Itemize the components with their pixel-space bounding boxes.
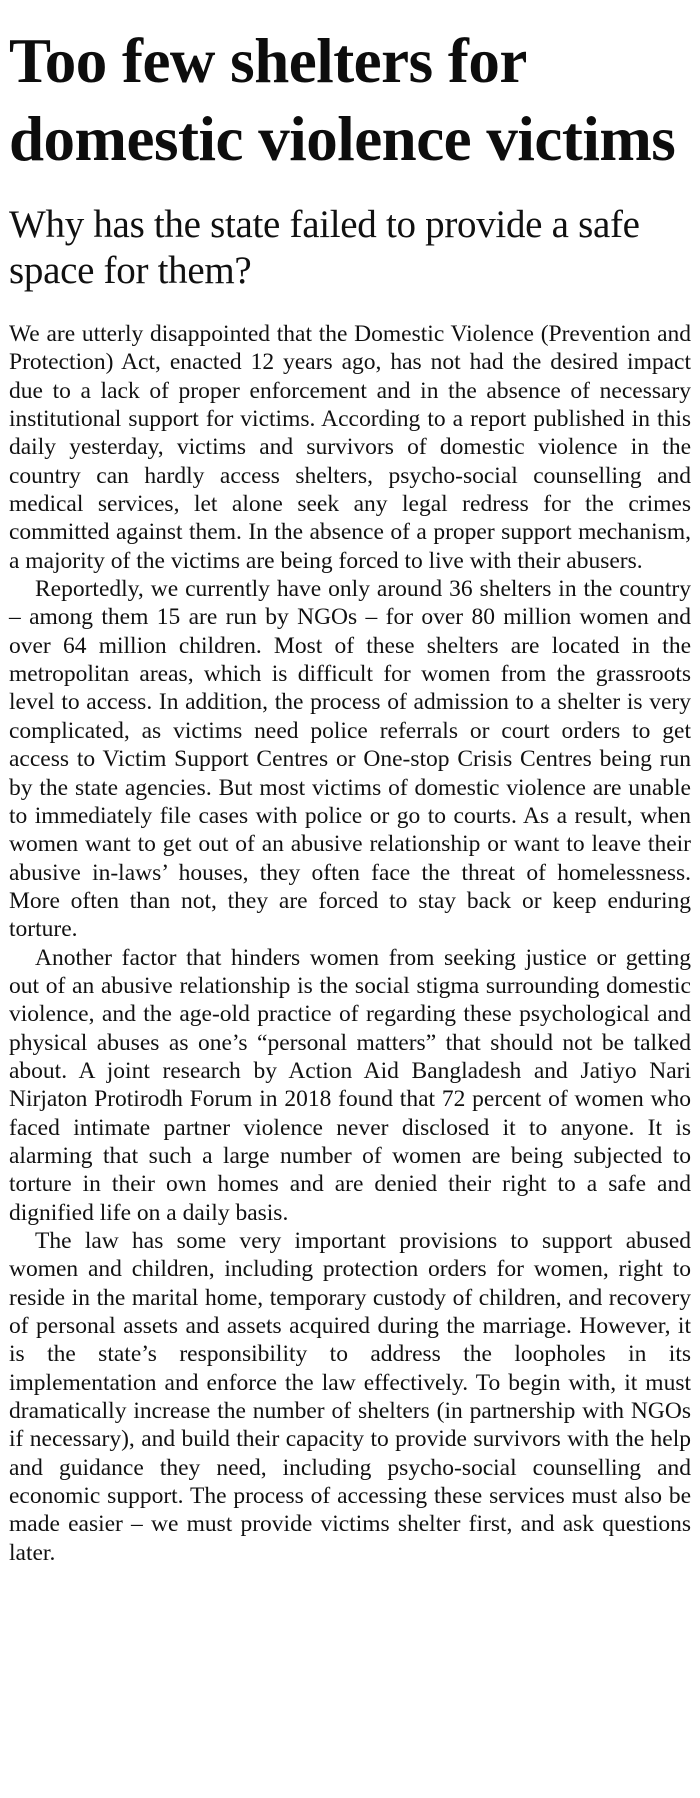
article-body xyxy=(9,320,691,1567)
article-subheadline: Why has the state failed to provide a safe space for them? xyxy=(9,203,640,292)
paragraph-4: The law has some very important provisions to support abused women and children, including protection orders for women, right to reside in the marital home, temporary custody of children, and recovery of personal assets and assets acquired during the marriage. However, it is the state’s responsibility to address the loopholes in its implementation and enforce the law effectively. To begin with, it must dramatically increase the number of shelters (in partnership with NGOs if necessary), and build their capacity to provide survivors with the help and guidance they need, including psycho-social counselling and economic support. The process of accessing these services must also be made easier – we must provide victims shelter first, and ask questions later. xyxy=(9,1228,691,1566)
article-headline: Too few shelters for domestic violence victims xyxy=(9,26,676,174)
paragraph-1: We are utterly disappointed that the Domestic Violence (Prevention and Protection) Act, enacted 12 years ago, has not had the desired impact due to a lack of proper enforcement and in the absence of necessary institutional support for victims. According to a report published in this daily yesterday, victims and survivors of domestic violence in the country can hardly access shelters, psycho-social counselling and medical services, let alone seek any legal redress for the crimes committed against them. In the absence of a proper support mechanism, a majority of the victims are being forced to live with their abusers. xyxy=(9,321,691,574)
paragraph-2: Reportedly, we currently have only around 36 shelters in the country – among them 15 are run by NGOs – for over 80 million women and over 64 million children. Most of these shelters are located in the metropolitan areas, which is difficult for women from the grassroots level to access. In addition, the process of admission to a shelter is very complicated, as victims need police referrals or court orders to get access to Victim Support Centres or One-stop Crisis Centres being run by the state agencies. But most victims of domestic violence are unable to immediately file cases with police or go to courts. As a result, when women want to get out of an abusive relationship or want to leave their abusive in-laws’ houses, they often face the threat of homelessness. More often than not, they are forced to stay back or keep enduring torture. xyxy=(9,576,691,943)
paragraph-3: Another factor that hinders women from seeking justice or getting out of an abusive relationship is the social stigma surrounding domestic violence, and the age-old practice of regarding these psychological and physical abuses as one’s “personal matters” that should not be talked about. A joint research by Action Aid Bangladesh and Jatiyo Nari Nirjaton Protirodh Forum in 2018 found that 72 percent of women who faced intimate partner violence never disclosed it to anyone. It is alarming that such a large number of women are being subjected to torture in their own homes and are denied their right to a safe and dignified life on a daily basis. xyxy=(9,944,691,1226)
